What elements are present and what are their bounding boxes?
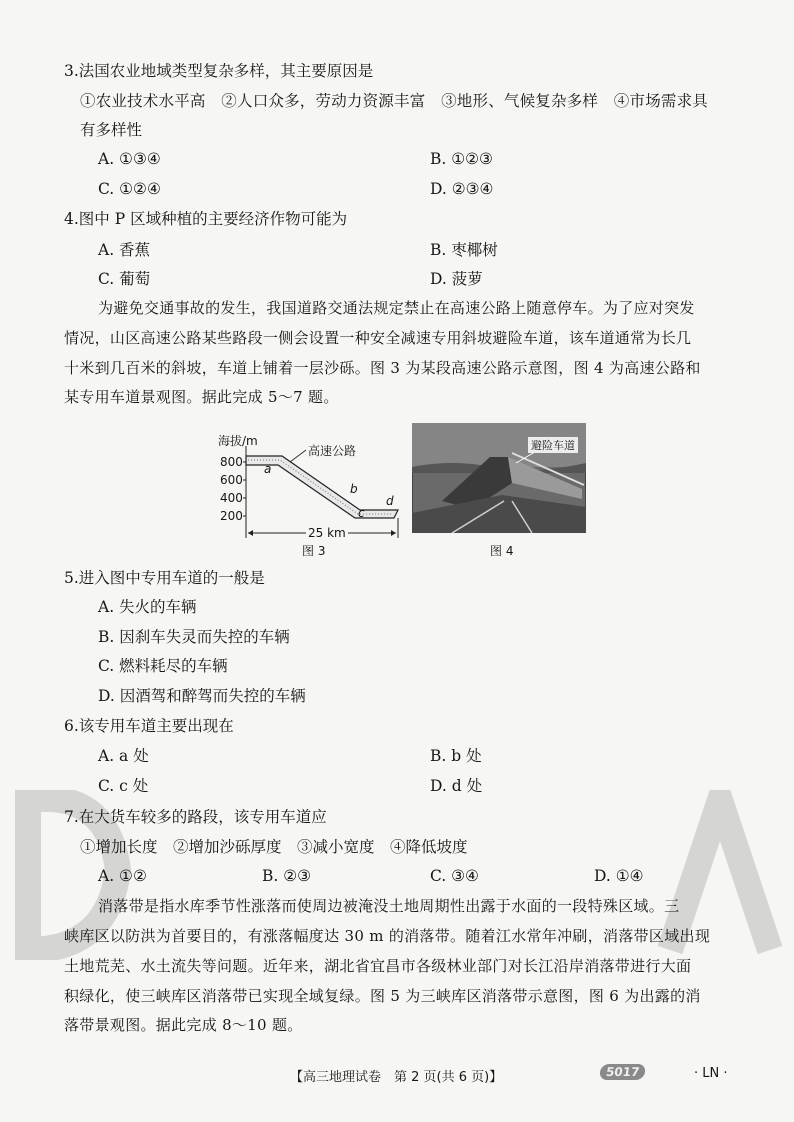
passage2-line1: 消落带是指水库季节性涨落而使周边被淹没土地周期性出露于水面的一段特殊区域。三 [98,897,680,915]
figure3-point-c: c [358,506,365,520]
figure4 [412,423,586,561]
q4-choice-c: C. 葡萄 [98,270,151,288]
figure3-caption: 图 3 [302,544,326,558]
q6-choice-d: D. d 处 [430,777,483,795]
q6-choice-b: B. b 处 [430,747,482,765]
passage1-line4: 某专用车道景观图。据此完成 5～7 题。 [64,388,339,406]
q5-choice-a: A. 失火的车辆 [98,598,197,616]
q6-choice-a: A. a 处 [98,747,149,765]
q3-choice-d: D. ②③④ [430,180,494,198]
q3-choice-b: B. ①②③ [430,150,493,168]
figure3-road-label: 高速公路 [308,444,357,458]
q3-options-line2: 有多样性 [80,121,143,139]
figure4-ramp-label: 避险车道 [528,437,578,453]
q7-choice-c: C. ③④ [430,867,479,885]
q5-choice-c: C. 燃料耗尽的车辆 [98,657,228,675]
figure3-point-b: b [350,482,358,496]
figure3-tick-800: 800 [220,455,243,469]
q4-choice-d: D. 菠萝 [430,270,483,288]
q7-choice-a: A. ①② [98,867,147,885]
passage2-line4: 积绿化，使三峡库区消落带已实现全域复绿。图 5 为三峡库区消落带示意图，图 6 为出露的消 [64,987,701,1005]
passage2-line2: 峡库区以防洪为首要目的，有涨落幅度达 30 m 的消落带。随着江水常年冲刷，消落带区域出现 [64,927,711,945]
q3-stem: 3.法国农业地域类型复杂多样，其主要原因是 [64,62,374,80]
q7-stem: 7.在大货车较多的路段，该专用车道应 [64,808,327,826]
q6-stem: 6.该专用车道主要出现在 [64,717,234,735]
q5-choice-d: D. 因酒驾和醉驾而失控的车辆 [98,687,306,705]
passage1-line2: 情况，山区高速公路某些路段一侧会设置一种安全减速专用斜坡避险车道，该车道通常为长几 [64,329,692,347]
q4-stem: 4.图中 P 区域种植的主要经济作物可能为 [64,210,348,228]
passage1-line3: 十米到几百米的斜坡，车道上铺着一层沙砾。图 3 为某段高速公路示意图，图 4 为高速公路和 [64,359,701,377]
passage2-line5: 落带景观图。据此完成 8～10 题。 [64,1016,303,1034]
figure4-caption: 图 4 [490,544,514,558]
figure3-y-axis-label: 海拔/m [218,434,258,448]
passage2-line3: 土地荒芜、水土流失等问题。近年来，湖北省宜昌市各级林业部门对长江沿岸消落带进行大面 [64,957,692,975]
q4-choice-b: B. 枣椰树 [430,241,498,259]
footer-title: 【高三地理试卷 第 2 页(共 6 页)】 [290,1070,503,1085]
passage1-line1: 为避免交通事故的发生，我国道路交通法规定禁止在高速公路上随意停车。为了应对突发 [98,299,695,317]
q5-stem: 5.进入图中专用车道的一般是 [64,569,265,587]
figure3-point-a: a [264,462,272,476]
figure3 [210,432,410,562]
q3-options-line1: ①农业技术水平高 ②人口众多，劳动力资源丰富 ③地形、气候复杂多样 ④市场需求具 [80,92,709,110]
figure3-tick-400: 400 [220,491,243,505]
q6-choice-c: C. c 处 [98,777,149,795]
q7-choice-d: D. ①④ [594,867,644,885]
q3-choice-c: C. ①②④ [98,180,161,198]
footer-mark: · LN · [694,1066,728,1081]
figure3-tick-200: 200 [220,509,243,523]
figure3-distance-label: 25 km [308,526,346,540]
figure3-tick-600: 600 [220,473,243,487]
q7-options: ①增加长度 ②增加沙砾厚度 ③减小宽度 ④降低坡度 [80,838,468,856]
q4-choice-a: A. 香蕉 [98,241,151,259]
q5-choice-b: B. 因刹车失灵而失控的车辆 [98,628,290,646]
figure3-point-d: d [386,494,394,508]
q3-choice-a: A. ①③④ [98,150,161,168]
footer-code-badge: 5017 [599,1064,647,1080]
q7-choice-b: B. ②③ [262,867,312,885]
